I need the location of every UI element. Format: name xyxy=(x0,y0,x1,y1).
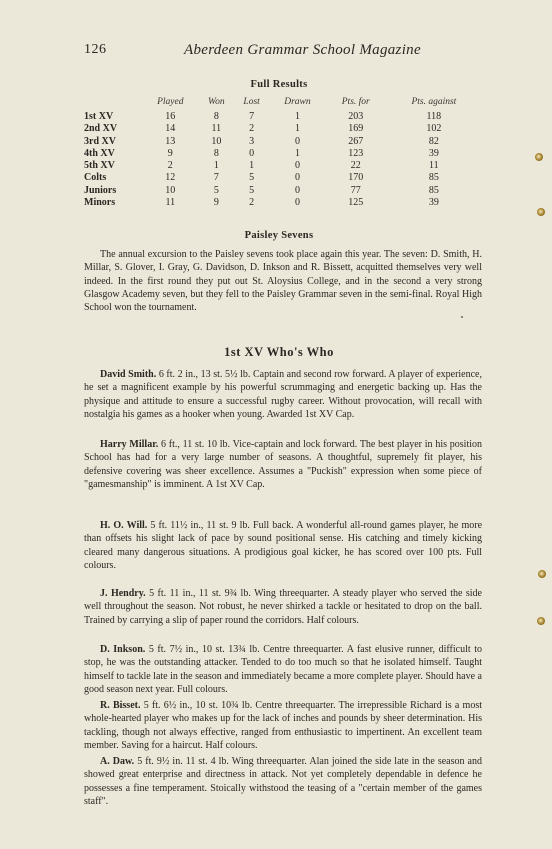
player-description: 6 ft. 2 in., 13 st. 5½ lb. Captain and second row forward. A player of experience, he set a magnificent example by his powerful scrummaging and energetic backing up. Has the physique and attitude to ensure a successful rugby career. Without provocation, will recall with nostalgia his games as a hooker when young. Awarded 1st XV Cap. xyxy=(84,369,482,420)
table-cell: 9 xyxy=(213,197,219,209)
player-description: 5 ft. 9½ in. 11 st. 4 lb. Wing threequarter. Alan joined the side late in the season and showed great enterprise and directness in attack. Not yet completely dependable in defence he possesses a fine temperament. Stoically withstood the teasing of a "certain member of the games staff". xyxy=(84,756,482,807)
table-cell: 8 xyxy=(213,147,219,159)
binding-hole xyxy=(537,208,545,216)
table-cell: 1 xyxy=(294,111,300,122)
team-name: Minors xyxy=(84,197,116,209)
table-row xyxy=(84,111,482,123)
table-cell: 85 xyxy=(428,172,439,184)
table-row xyxy=(84,197,482,209)
table-cell: 1 xyxy=(294,147,300,159)
table-cell: 102 xyxy=(426,123,442,135)
table-row xyxy=(84,160,482,172)
table-cell: 39 xyxy=(428,197,439,209)
running-title: Aberdeen Grammar School Magazine xyxy=(184,42,421,58)
team-name: 5th XV xyxy=(84,160,115,172)
table-cell: 16 xyxy=(165,111,176,122)
player-name: R. Bisset. xyxy=(100,700,141,711)
team-name: 3rd XV xyxy=(84,135,116,147)
table-cell: 123 xyxy=(348,147,364,159)
player-entry xyxy=(84,368,482,421)
table-cell: 0 xyxy=(249,147,255,159)
player-entry xyxy=(84,699,482,752)
table-cell: 118 xyxy=(426,111,442,122)
table-cell: 0 xyxy=(294,172,300,184)
table-cell: 7 xyxy=(213,172,219,184)
table-cell: 77 xyxy=(350,184,361,196)
table-cell: 0 xyxy=(294,160,300,172)
table-cell: 0 xyxy=(294,135,300,147)
table-cell: 39 xyxy=(428,147,439,159)
player-entry xyxy=(84,587,482,627)
table-header-row xyxy=(84,97,482,111)
player-name: David Smith. xyxy=(100,369,157,380)
table-cell: 2 xyxy=(249,123,255,135)
player-description: 5 ft. 6½ in., 10 st. 10¾ lb. Centre threequarter. The irrepressible Richard is a most whole-hearted player who makes up for the lack of inches and pounds by sheer determination. His tackling, though not always effective, ranged from enthusiastic to impertinent. An excellent team member. Saving for a haircut. Half colours. xyxy=(84,700,482,751)
page-number: 126 xyxy=(84,42,107,57)
table-cell: 5 xyxy=(249,184,255,196)
table-cell: 1 xyxy=(213,160,219,172)
binding-hole xyxy=(535,153,543,161)
table-row xyxy=(84,148,482,160)
column-header: Lost xyxy=(243,97,260,107)
table-cell: 203 xyxy=(348,111,364,122)
player-name: H. O. Will. xyxy=(100,520,148,531)
table-row xyxy=(84,136,482,148)
table-cell: 11 xyxy=(429,160,439,172)
table-cell: 14 xyxy=(165,123,176,135)
player-name: D. Inkson. xyxy=(100,644,146,655)
table-cell: 22 xyxy=(350,160,361,172)
column-header xyxy=(84,97,142,111)
table-cell: 12 xyxy=(165,172,176,184)
player-name: J. Hendry. xyxy=(100,588,146,599)
table-cell: 9 xyxy=(167,147,173,159)
table-cell: 5 xyxy=(213,184,219,196)
table-cell: 3 xyxy=(249,135,255,147)
whos-who-heading: 1st XV Who's Who xyxy=(224,345,334,359)
table-cell: 10 xyxy=(211,135,222,147)
player-name: A. Daw. xyxy=(100,756,135,767)
player-description: 5 ft. 11½ in., 11 st. 9 lb. Full back. A wonderful all-round games player, he more than offsets his slight lack of pace by sound positional sense. His catching and timely kicking cleared many dangerous situations. A prodigious goal kicker, he has scored over 100 pts. Full colours. xyxy=(84,520,483,571)
column-header: Pts. for xyxy=(341,97,370,107)
player-name: Harry Millar. xyxy=(100,439,159,450)
player-entry xyxy=(84,519,482,572)
table-cell: 125 xyxy=(348,197,364,209)
full-results-table xyxy=(84,97,482,209)
table-cell: 11 xyxy=(165,197,176,209)
column-header: Won xyxy=(208,97,225,107)
player-entry xyxy=(84,755,482,808)
binding-hole xyxy=(538,570,546,578)
table-cell: 1 xyxy=(249,160,255,172)
full-results-heading: Full Results xyxy=(250,79,308,90)
team-name: 2nd XV xyxy=(84,123,118,135)
table-cell: 267 xyxy=(348,135,364,147)
table-cell: 1 xyxy=(294,123,300,135)
table-cell: 169 xyxy=(348,123,364,135)
table-cell: 170 xyxy=(348,172,364,184)
table-cell: 0 xyxy=(294,197,300,209)
player-entry xyxy=(84,643,482,696)
page-header xyxy=(84,42,484,62)
table-cell: 7 xyxy=(249,111,255,122)
table-cell: 85 xyxy=(428,184,439,196)
table-cell: 2 xyxy=(167,160,173,172)
team-name: 4th XV xyxy=(84,147,115,159)
table-row xyxy=(84,172,482,184)
team-name: Colts xyxy=(84,172,107,184)
team-name: Juniors xyxy=(84,184,117,196)
player-description: 5 ft. 7½ in., 10 st. 13¾ lb. Centre threequarter. A fast elusive runner, difficult to stop, he was the outstanding attacker. Tended to do too much so that he isolated himself. Taught himself to tackle late in the season and immediately became a more complete player. Should have a good season next year. Full colours. xyxy=(84,644,482,695)
table-cell: 11 xyxy=(211,123,222,135)
table-cell: 8 xyxy=(213,111,219,122)
team-name: 1st XV xyxy=(84,111,114,122)
table-cell: 13 xyxy=(165,135,176,147)
table-cell: 82 xyxy=(428,135,439,147)
table-cell: 5 xyxy=(249,172,255,184)
column-header: Played xyxy=(157,97,184,107)
column-header: Drawn xyxy=(284,97,311,107)
player-entry xyxy=(84,438,482,491)
paisley-sevens-heading: Paisley Sevens xyxy=(244,230,314,241)
player-description: 6 ft., 11 st. 10 lb. Vice-captain and lock forward. The best player in his position School has had for a very large number of seasons. A thoughtful, supremely fit player, his defensive covering was sheer excellence. Assumes a "Puckish" expression when some piece of "gamesmanship" is imminent. A 1st XV Cap. xyxy=(84,439,482,490)
table-row xyxy=(84,185,482,197)
table-cell: 10 xyxy=(165,184,176,196)
print-speck xyxy=(461,316,463,318)
table-cell: 0 xyxy=(294,184,300,196)
paisley-sevens-paragraph: The annual excursion to the Paisley sevens took place again this year. The seven: D. Smith, H. Millar, S. Glover, I. Gray, G. Davidson, D. Inkson and R. Bissett, acquitted themselves very well indeed. In the first round they put out St. Aloysius College, and in the second a very strong Glasgow Academy seven, but they fell to the Paisley Grammar seven in the semi-final. Royal High School won the tournament. xyxy=(84,249,482,314)
player-description: 5 ft. 11 in., 11 st. 9¾ lb. Wing threequarter. A steady player who served the side well throughout the season. Not robust, he never shirked a tackle or hesitated to drop on the ball. Trained by carrying a slip of paper round the corridors. Half colours. xyxy=(84,588,482,626)
binding-hole xyxy=(537,617,545,625)
table-row xyxy=(84,123,482,135)
column-header: Pts. against xyxy=(411,97,457,107)
table-cell: 2 xyxy=(249,197,255,209)
